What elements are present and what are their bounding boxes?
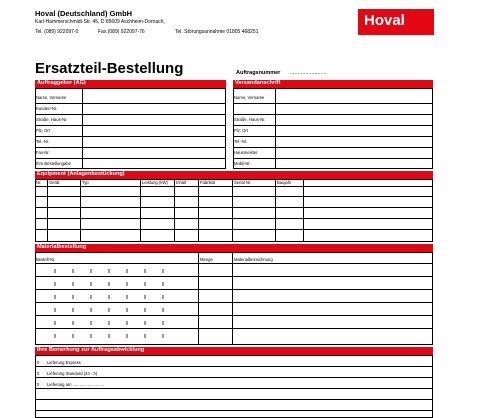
equipment-header: Equipment (Anlagenbestückung) <box>35 171 433 179</box>
standard-checkbox[interactable]: 0 <box>37 371 40 376</box>
shipping-field-mobile: Mobil-Nr. <box>234 161 251 166</box>
equipment-col-content: Inhalt <box>176 180 187 185</box>
logo-text: Hoval <box>364 12 405 29</box>
equipment-table <box>35 179 433 242</box>
orderer-field-zip: Plz, Ort <box>36 128 50 133</box>
orderer-header: Auftraggeber (AG) <box>35 80 226 88</box>
company-fax: Fax.(089) 922097-76 <box>98 29 145 35</box>
orderer-box <box>35 88 226 169</box>
service-phone: Tel. Störungsannahme 01805 468251 <box>175 29 259 35</box>
orderer-field-tel: Tel.-Nr. <box>36 139 50 144</box>
company-phone: Tel. (089) 922097-0 <box>35 29 79 35</box>
company-address: Karl-Hammerschmidt-Str. 45, D 85609 Aschheim-Dornach, <box>35 19 165 25</box>
material-col-qty: Menge <box>200 257 213 262</box>
orderer-field-customer-no: Kunden-Nr. <box>36 106 58 111</box>
orderer-field-order-ref: Ihre Bestellungabe <box>36 161 71 166</box>
orderer-field-name: Name, Vorname <box>36 95 67 100</box>
remarks-header: Ihre Bemerkung zur Auftragsabwicklung <box>35 347 433 355</box>
shipping-box <box>233 88 433 169</box>
shipping-field-tel: Tel.-Nr. <box>234 139 248 144</box>
material-header: Materialbestellung <box>35 244 433 252</box>
shipping-field-street: Straße, Haus-Nr. <box>234 117 266 122</box>
equipment-col-device: Gerät <box>49 180 60 185</box>
equipment-col-power: Leistung (kW) <box>142 180 168 185</box>
shipping-header: Versandanschrift <box>233 80 433 88</box>
shipping-field-zip: Plz, Ort <box>234 128 248 133</box>
page-title: Ersatzteil-Bestellung <box>35 60 184 77</box>
equipment-col-serial: Serial Nr. <box>234 180 252 185</box>
delivery-date-label: Lieferung am ........................... <box>47 382 105 387</box>
material-col-desc: Materialbezeichnung <box>234 257 273 262</box>
orderer-field-street: Straße, Haus-Nr. <box>36 117 68 122</box>
equipment-col-type: Typ <box>82 180 89 185</box>
delivery-express-label: Lieferung Express <box>47 360 81 365</box>
equipment-col-nr: Nr. <box>36 180 42 185</box>
delivery-standard-label: Lieferung Standard (24 - h) <box>47 371 98 376</box>
order-number-field[interactable]: ....................... <box>290 70 326 76</box>
hoval-logo <box>358 9 434 35</box>
date-checkbox[interactable]: 0 <box>37 382 40 387</box>
company-name: Hoval (Deutschland) GmbH <box>35 9 133 18</box>
material-col-order-no: Bestell-Nr. <box>36 257 56 262</box>
express-checkbox[interactable]: 0 <box>37 360 40 365</box>
equipment-col-year: Baujahr <box>277 180 292 185</box>
shipping-field-name: Name, Vorname <box>234 95 265 100</box>
order-number-digit-ticks <box>35 263 198 345</box>
order-number-label: Auftragsnummer <box>236 70 281 76</box>
shipping-field-caretaker: Hausmeister <box>234 150 258 155</box>
equipment-col-make: Fabrikat <box>200 180 216 185</box>
orderer-field-fax: Fax-Nr. <box>36 150 50 155</box>
